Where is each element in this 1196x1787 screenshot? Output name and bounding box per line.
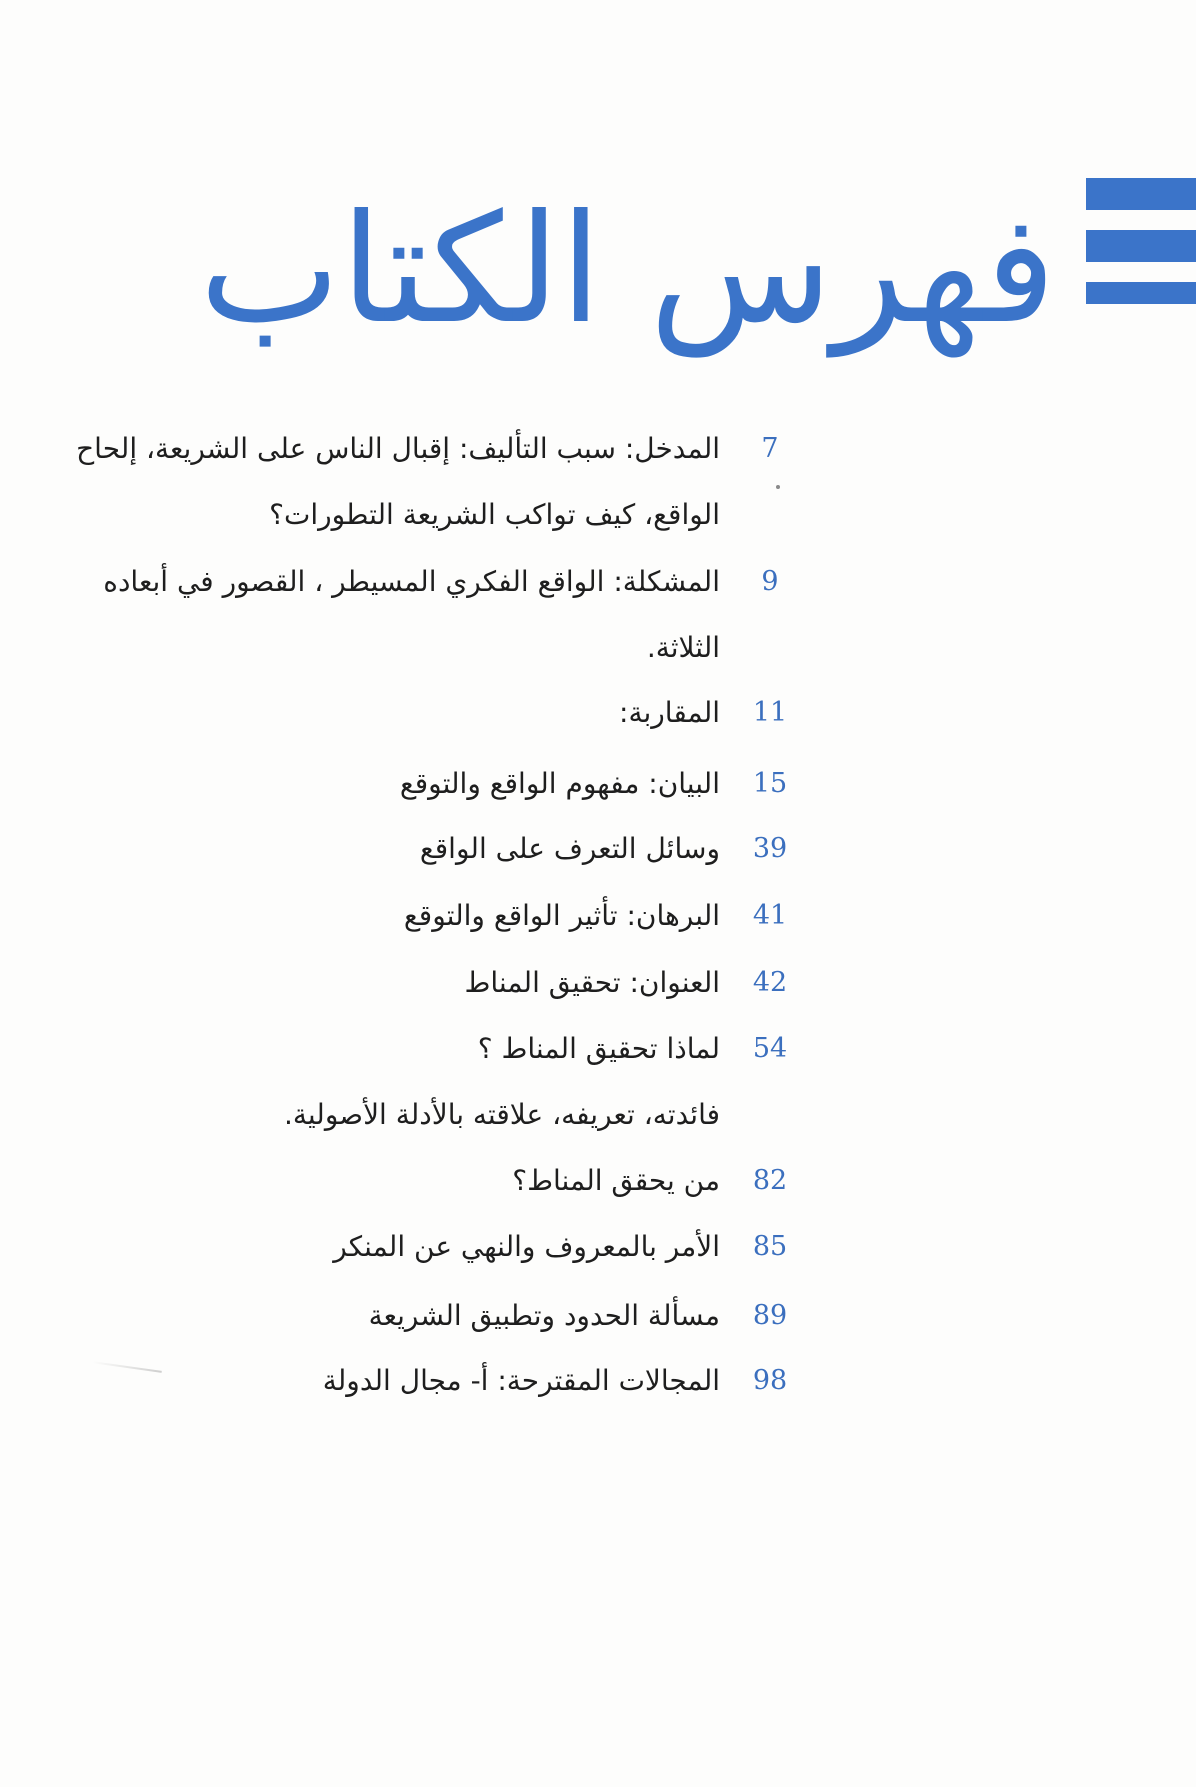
toc-entry-title-continued: الثلاثة. — [646, 631, 720, 664]
toc-entry-title: المشكلة: الواقع الفكري المسيطر ، القصور في أبعاده — [103, 565, 720, 598]
toc-page-number: 9 — [761, 566, 779, 597]
toc-entry-continuation — [0, 617, 1196, 679]
toc-page-number: 42 — [752, 967, 788, 998]
toc-entry-continuation — [0, 1084, 1196, 1146]
toc-page-number: 89 — [752, 1300, 788, 1331]
toc-entry-title-continued: الواقع، كيف تواكب الشريعة التطورات؟ — [269, 498, 720, 531]
toc-entry — [0, 952, 1196, 1014]
toc-page-number: 11 — [752, 697, 788, 728]
toc-entry — [0, 885, 1196, 947]
toc-entry — [0, 1216, 1196, 1278]
toc-entry — [0, 818, 1196, 880]
toc-entry-title: الأمر بالمعروف والنهي عن المنكر — [333, 1230, 720, 1263]
toc-entry-title-continued: فائدته، تعريفه، علاقته بالأدلة الأصولية. — [283, 1098, 720, 1131]
toc-entry-title: لماذا تحقيق المناط ؟ — [477, 1032, 720, 1065]
toc-entry — [0, 418, 1196, 480]
toc-entry-title: وسائل التعرف على الواقع — [419, 832, 720, 865]
toc-page-number: 41 — [752, 900, 788, 931]
page-title: فهرس الكتاب — [199, 183, 1056, 357]
toc-entry-title: المدخل: سبب التأليف: إقبال الناس على الشريعة، إلحاح — [76, 432, 720, 465]
toc-entry-title: المقاربة: — [619, 696, 720, 729]
toc-entry-title: مسألة الحدود وتطبيق الشريعة — [368, 1299, 720, 1332]
toc-entry-title: العنوان: تحقيق المناط — [464, 966, 720, 999]
toc-entry — [0, 1150, 1196, 1212]
toc-entry — [0, 1350, 1196, 1412]
toc-entry-title: البرهان: تأثير الواقع والتوقع — [403, 899, 720, 932]
toc-page-number: 82 — [752, 1165, 788, 1196]
toc-entry — [0, 753, 1196, 815]
toc-page-number: 98 — [752, 1365, 788, 1396]
toc-entry-title: البيان: مفهوم الواقع والتوقع — [399, 767, 720, 800]
toc-page-number: 54 — [752, 1033, 788, 1064]
scan-speck — [776, 485, 780, 489]
toc-entry — [0, 551, 1196, 613]
toc-entry — [0, 1018, 1196, 1080]
toc-page-number: 85 — [752, 1231, 788, 1262]
toc-page-number: 15 — [752, 768, 788, 799]
toc-entry — [0, 1285, 1196, 1347]
toc-entry-title: المجالات المقترحة: أ- مجال الدولة — [322, 1364, 720, 1397]
toc-entry-title: من يحقق المناط؟ — [512, 1164, 720, 1197]
toc-entry — [0, 682, 1196, 744]
toc-page-number: 7 — [761, 433, 779, 464]
toc-page-number: 39 — [752, 833, 788, 864]
toc-entry-continuation — [0, 484, 1196, 546]
